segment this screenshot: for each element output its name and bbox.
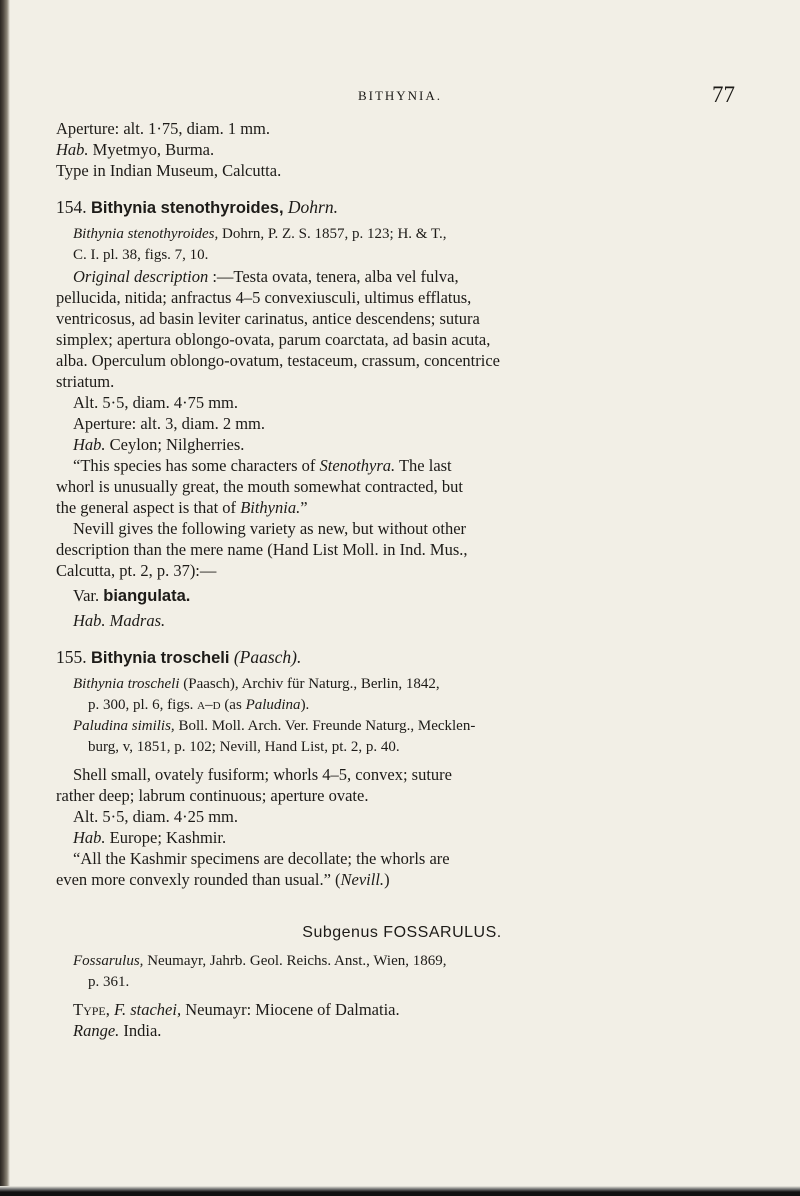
hab-label: Hab. — [73, 828, 106, 847]
running-head: BITHYNIA. — [357, 88, 443, 103]
citation-figs: a–d — [197, 697, 221, 713]
original-description — [56, 266, 748, 287]
citation-text: Neumayr, Jahrb. Geol. Reichs. Anst., Wien, 1869, — [143, 953, 447, 969]
citation-text: Dohrn, P. Z. S. 1857, p. 123; H. & T., — [218, 226, 447, 242]
aperture-dimensions: Aperture: alt. 3, diam. 2 mm. — [73, 414, 265, 433]
quote-line: “All the Kashmir specimens are decollate; the whorls are — [73, 849, 450, 868]
quote-line — [56, 869, 748, 890]
quote-text: ” — [300, 498, 308, 517]
type-text: Neumayr: Miocene of Dalmatia. — [181, 1000, 400, 1019]
species-author: Dohrn. — [287, 197, 338, 217]
hab-text: Europe; Kashmir. — [105, 828, 227, 847]
variety-habitat — [56, 610, 748, 631]
habitat — [56, 827, 748, 848]
page-gutter-shadow — [0, 0, 10, 1196]
original-description-label: Original description — [73, 267, 209, 286]
citation-line: C. I. pl. 38, figs. 7, 10. — [73, 247, 209, 263]
variety-habitat-text: Hab. Madras. — [73, 611, 166, 630]
species-number: 155. — [56, 647, 87, 667]
citation-taxon: Bithynia troscheli — [73, 676, 180, 692]
range — [56, 1020, 748, 1041]
dimensions: Alt. 5·5, diam. 4·25 mm. — [73, 807, 238, 826]
type-taxon: F. stachei, — [114, 1000, 182, 1019]
range-label: Range. — [73, 1021, 120, 1040]
species-heading-155 — [56, 647, 748, 668]
citation-text: (Paasch), Archiv für Naturg., Berlin, 1842, — [179, 676, 440, 692]
citation-line — [56, 951, 748, 972]
quote-author: Nevill. — [340, 870, 385, 889]
quote-text: the general aspect is that of — [56, 498, 241, 517]
description-line: ventricosus, ad basin leviter carinatus, antice descendens; sutura — [56, 309, 480, 328]
description-line: simplex; apertura oblongo-ovata, parum coarctata, ad basin acuta, — [56, 330, 491, 349]
quote-text: ) — [384, 870, 390, 889]
dimensions: Alt. 5·5, diam. 4·75 mm. — [73, 393, 238, 412]
hab-text: Ceylon; Nilgherries. — [105, 435, 245, 454]
hab-text: Myetmyo, Burma. — [88, 140, 215, 159]
intro-aperture: Aperture: alt. 1·75, diam. 1 mm. — [56, 119, 270, 138]
type-label: Type, — [73, 1000, 110, 1019]
intro-type: Type in Indian Museum, Calcutta. — [56, 161, 282, 180]
quote-line — [56, 497, 748, 518]
citation-line — [56, 695, 748, 716]
quote-text: The last — [395, 456, 452, 475]
shell-description: Shell small, ovately fusiform; whorls 4–5, convex; suture — [73, 765, 452, 784]
habitat — [56, 434, 748, 455]
citation-taxon: Bithynia stenothyroides, — [73, 226, 219, 242]
citation-text: p. 300, pl. 6, figs. — [88, 697, 198, 713]
page-bottom-edge — [0, 1186, 800, 1196]
description-line: alba. Operculum oblongo-ovatum, testaceum, crassum, concentrice — [56, 351, 500, 370]
nevill-note: Calcutta, pt. 2, p. 37):— — [56, 561, 217, 580]
citation-line — [56, 224, 748, 245]
citation-text: ). — [300, 697, 310, 713]
variety-prefix: Var. — [73, 586, 104, 605]
page-number: 77 — [712, 82, 735, 107]
quote-taxon: Stenothyra. — [319, 456, 396, 475]
quote-line — [56, 455, 748, 476]
citation-taxon: Paludina similis, — [73, 718, 175, 734]
species-heading-154 — [56, 197, 748, 218]
range-text: India. — [119, 1021, 162, 1040]
quote-text: “This species has some characters of — [73, 456, 320, 475]
variety-heading — [56, 585, 748, 606]
subgenus-heading: Subgenus FOSSARULUS. — [302, 924, 502, 941]
variety-name: biangulata. — [103, 587, 191, 605]
citation-text: Boll. Moll. Arch. Ver. Freunde Naturg., Mecklen- — [174, 718, 476, 734]
quote-line: whorl is unusually great, the mouth somewhat contracted, but — [56, 477, 463, 496]
citation-text: (as — [220, 697, 246, 713]
citation-taxon: Fossarulus, — [73, 953, 144, 969]
quote-taxon: Bithynia. — [240, 498, 301, 517]
citation-taxon: Paludina — [245, 697, 301, 713]
citation-line — [56, 716, 748, 737]
citation-line — [56, 674, 748, 695]
type-species — [56, 999, 748, 1020]
species-number: 154. — [56, 197, 87, 217]
description-line: pellucida, nitida; anfractus 4–5 convexiusculi, ultimus efflatus, — [56, 288, 472, 307]
hab-label: Hab. — [56, 140, 89, 159]
nevill-note: Nevill gives the following variety as new, but without other — [73, 519, 467, 538]
description-text: :—Testa ovata, tenera, alba vel fulva, — [208, 267, 459, 286]
hab-label: Hab. — [73, 435, 106, 454]
page-header — [60, 82, 740, 110]
species-author: (Paasch). — [233, 647, 302, 667]
nevill-note: description than the mere name (Hand List Moll. in Ind. Mus., — [56, 540, 468, 559]
shell-description: rather deep; labrum continuous; aperture ovate. — [56, 786, 369, 805]
page-body — [56, 118, 748, 1041]
quote-text: even more convexly rounded than usual.” ( — [56, 870, 341, 889]
citation-line: p. 361. — [88, 974, 130, 990]
description-line: striatum. — [56, 372, 115, 391]
intro-habitat — [56, 139, 748, 160]
species-name: Bithynia troscheli — [91, 649, 230, 667]
species-name: Bithynia stenothyroides, — [91, 199, 284, 217]
citation-line: burg, v, 1851, p. 102; Nevill, Hand List, pt. 2, p. 40. — [88, 739, 400, 755]
